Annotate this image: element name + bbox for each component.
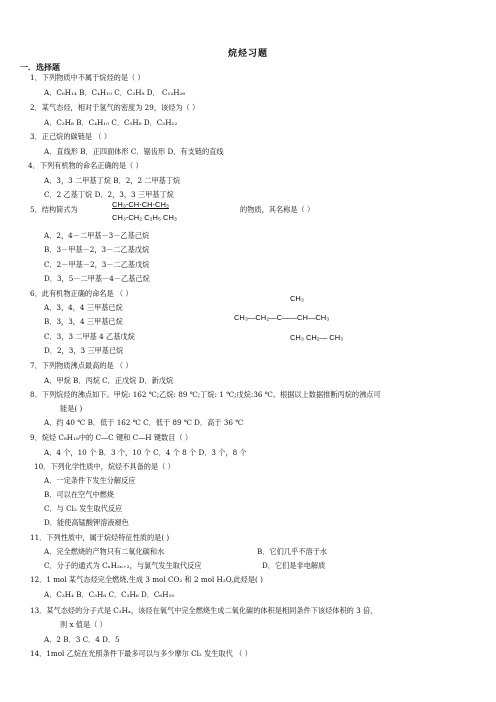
question-3: 3．正己烷的碳链是 （ ） (30, 132, 112, 141)
question-7-options: A．甲烷 B．丙烷 C．正戊烷 D．新戊烷 (44, 376, 174, 385)
question-12-options: A．C₃H₄ B．C₃H₈ C．C₃H₆ D．C₆H₁₀ (44, 590, 175, 599)
question-11: 11．下列性质中，属于烷烃特征性质的是( ) (30, 533, 170, 542)
question-6-option-d: D．2，3，3 三甲基已烷 (44, 346, 124, 355)
question-4-options-cd: C．2 乙基丁烷 D．2，3，3 三甲基丁烷 (44, 190, 174, 199)
question-10-option-d: D．能使高锰酸钾溶液褪色 (44, 518, 129, 527)
section-heading: 一．选择题 (20, 62, 60, 72)
question-5-prefix: 5．结构简式为 (30, 205, 78, 214)
question-1: 1．下列物质中不属于烷烃的是（ ） (30, 73, 145, 82)
question-11-option-c: C．分子的通式为 CₙH₂ₙ₊₂，与氯气发生取代反应 (44, 561, 202, 570)
page-title: 烷烃习题 (227, 49, 268, 59)
question-10-option-b: B．可以在空气中燃烧 (44, 490, 114, 499)
question-6-option-a: A．3，4，4 三甲基已烷 (44, 303, 123, 312)
question-6-structure-bottom: CH₃ CH₂— CH₃ (290, 333, 344, 342)
question-13: 13．某气态烃的分子式是 C₃Hₓ，该烃在氧气中完全燃烧生成二氧化碳的体积是相同条件下该烃体积的 3 倍， (30, 606, 378, 615)
question-4-options-ab: A．3，3 二甲基丁烷 B．2，2 二甲基丁烷 (44, 176, 181, 185)
question-6: 6．此有机物正确的命名是 （ ） (30, 289, 133, 298)
question-5-structure-line2: CH₃-CH₂ C₂H₅ CH₃ (112, 213, 177, 222)
question-9-options: A．4 个，10 个 B．3 个，10 个 C．4 个 8 个 D．3 个，8 个 (44, 448, 247, 457)
question-10-option-a: A．一定条件下发生分解反应 (44, 476, 136, 485)
question-5-suffix: 的物质，其名称是（ ） (240, 205, 315, 214)
question-2-options: A．C₃H₈ B．C₄H₁₀ C．C₅H₈ D．C₃H₁₂ (44, 118, 178, 127)
question-1-options: A．C₆H₁₄ B．C₄H₁₀ C．C₃H₈ D． C₁₂H₂₆ (44, 88, 186, 97)
question-5-option-d: D．3，5－二甲基－4－乙基己烷 (44, 274, 150, 283)
question-5-option-a: A．2，4－二甲基－3－乙基己烷 (44, 231, 150, 240)
question-11-option-b: B．它们几乎不溶于水 (257, 547, 327, 556)
question-13-continued: 则 x 值是（ ） (60, 620, 107, 629)
question-6-option-c: C．3，3 二甲基 4 乙基戊烷 (44, 332, 135, 341)
question-8-options: A．约 40 ℃ B．低于 162 ℃ C．低于 89 ℃ D．高于 36 ℃ (44, 418, 244, 427)
question-3-options: A．直线形 B．正四面体形 C．锯齿形 D．有支链的直线 (44, 147, 224, 156)
question-6-structure-main: CH₃—CH₂—C——CH—CH₃ (234, 313, 330, 322)
question-5-option-b: B．3－甲基－2，3－二乙基戊烷 (44, 245, 150, 254)
question-11-option-d: D．它们是非电解质 (262, 561, 326, 570)
question-14: 14．1mol 乙烷在光照条件下最多可以与多少摩尔 Cl₂ 发生取代 （ ） (30, 649, 252, 658)
question-12: 12．1 mol 某气态烃完全燃烧,生成 3 mol CO₂ 和 2 mol H₂O,此烃是( ) (30, 575, 263, 584)
question-8-continued: 能是( ) (60, 404, 83, 413)
question-6-structure-top: CH₃ (290, 294, 304, 303)
question-13-options: A．2 B．3 C．4 D．5 (44, 635, 120, 644)
question-9: 9．烷烃 C₈H₁₈中的 C—C 键和 C—H 键数目（ ） (30, 433, 193, 442)
question-11-option-a: A．完全燃烧的产物只有二氧化碳和水 (44, 547, 165, 556)
question-10-option-c: C．与 Cl₂ 发生取代反应 (44, 504, 123, 513)
question-7: 7．下列物质沸点最高的是 （ ） (30, 361, 133, 370)
question-5-option-c: C．2－甲基－2，3－二乙基戊烷 (44, 260, 150, 269)
question-4: 4．下列有机物的命名正确的是（ ） (28, 161, 143, 170)
question-10: 10．下列化学性质中，烷烃不具备的是（ ） (34, 462, 175, 471)
question-6-option-b: B．3，3，4 三甲基已烷 (44, 317, 123, 326)
question-5-structure-line1: CH₃-CH-CH-CH₃ (112, 200, 169, 209)
question-2: 2．某气态烃，相对于氢气的密度为 29，该烃为（ ） (30, 103, 200, 112)
question-8: 8．下列烷烃的沸点如下。甲烷: 162 ℃;乙烷: 89 ℃;丁烷: 1 ℃;戊烷:36 ℃。根据以上数据推断丙烷的沸点可 (30, 390, 381, 399)
